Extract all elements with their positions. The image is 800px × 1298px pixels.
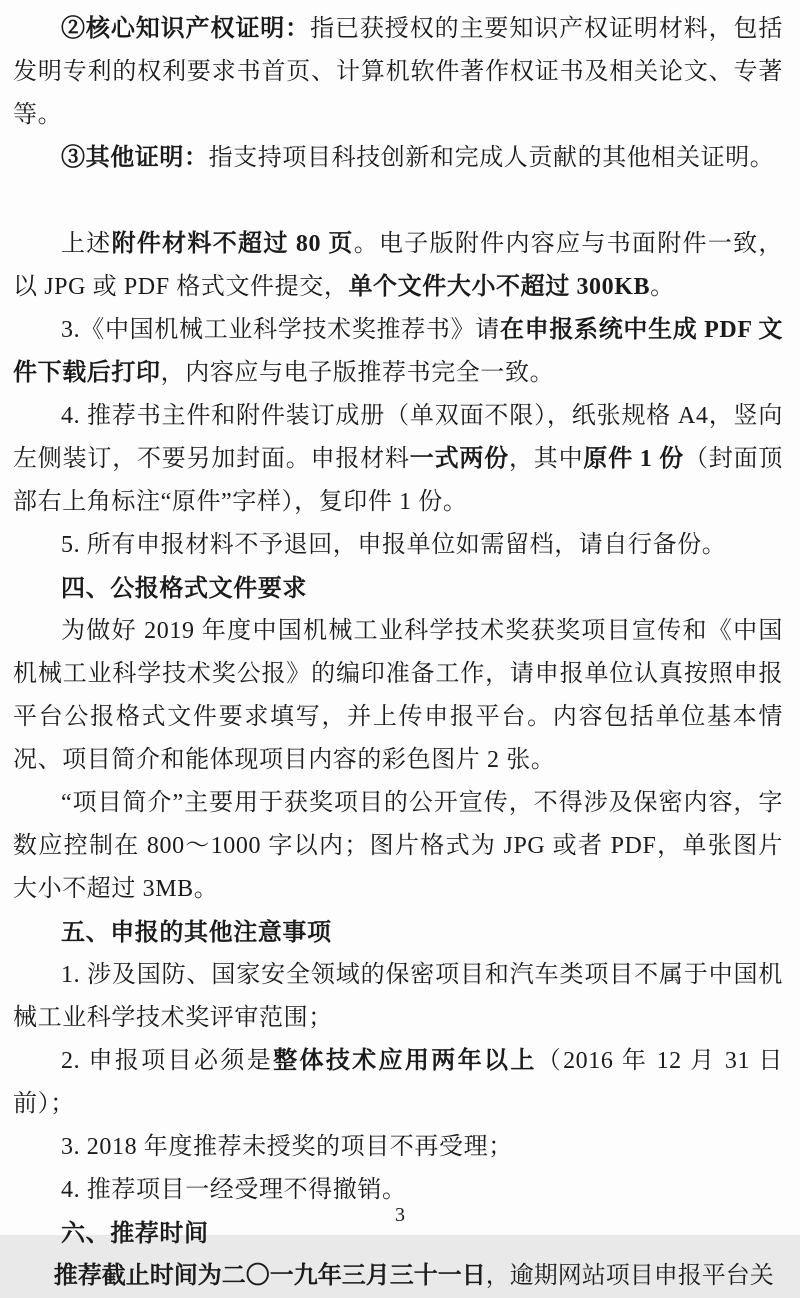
text-run: ，其中	[508, 446, 584, 472]
emphasized-text-run: 推荐截止时间为二〇一九年三月三十一日	[53, 1263, 486, 1289]
text-run: （2016 年 12 月 31 日前）；	[13, 1048, 784, 1117]
text-run: 为做好 2019 年度中国机械工业科学技术奖获奖项目宣传和《中国机械工业科学技术奖公报》的编印准备工作，请申报单位认真按照申报平台公报格式文件要求填写，并上传申报平台。内容包括单位基本情况、项目简介和能体现项目内容的彩色图片 2 张。	[13, 618, 783, 773]
para-project-intro	[13, 782, 783, 911]
text-run: 4. 推荐书主件和附件装订成册（单双面不限），纸张规格 A4，竖向左侧装订，不要另加封面。申报材料	[13, 403, 783, 472]
heading-section-4	[13, 567, 783, 610]
emphasized-text-run: ③其他证明：	[61, 145, 209, 171]
emphasized-text-run: 单个文件大小不超过 300KB	[348, 274, 651, 300]
text-run: （封面顶部右上角标注“原件”字样），复印件 1 份。	[13, 446, 783, 515]
text-run: 。电子版附件内容应与书面附件一致，以 JPG 或 PDF 格式文件提交，	[13, 231, 783, 300]
text-run: 指支持项目科技创新和完成人贡献的其他相关证明。	[208, 145, 775, 171]
para-bulletin-format	[13, 610, 783, 782]
text-run: 。	[650, 274, 675, 300]
text-run: “项目简介”主要用于获奖项目的公开宣传，不得涉及保密内容，字数应控制在 800～1000 字以内；图片格式为 JPG 或者 PDF，单张图片大小不超过 3MB。	[13, 790, 783, 902]
text-run: ，内容应与电子版推荐书完全一致。	[160, 360, 555, 386]
para-note-1-scope	[13, 954, 783, 1040]
para-item-3-recommendation-book	[13, 309, 783, 395]
emphasized-text-run: 五、申报的其他注意事项	[61, 919, 332, 946]
emphasized-text-run: 整体技术应用两年以上	[273, 1048, 537, 1074]
emphasized-text-run: 一式两份	[409, 446, 509, 472]
item-other-proof	[13, 137, 783, 180]
text-run: 指已获授权的主要知识产权证明材料，包括发明专利的权利要求书首页、计算机软件著作权证书及相关论文、专著等。	[13, 16, 784, 128]
text-run: 1. 涉及国防、国家安全领域的保密项目和汽车类项目不属于中国机械工业科学技术奖评审范围；	[13, 962, 783, 1031]
page-number: 3	[395, 1204, 405, 1226]
heading-section-5	[13, 911, 783, 954]
item-core-ip-proof	[13, 8, 783, 137]
text-run: 3. 2018 年度推荐未授奖的项目不再受理；	[61, 1134, 513, 1160]
para-note-2-two-years	[13, 1040, 783, 1126]
para-attachment-limit	[13, 223, 783, 309]
emphasized-text-run: 在申报系统中生成 PDF 文件下载后打印	[13, 317, 783, 386]
para-deadline	[13, 1255, 783, 1298]
text-run: 2. 申报项目必须是	[61, 1048, 274, 1074]
para-item-4-binding	[13, 395, 783, 524]
emphasized-text-run: ②核心知识产权证明：	[61, 16, 311, 42]
text-run: ，逾期网站项目申报平台关	[485, 1263, 774, 1289]
emphasized-text-run: 四、公报格式文件要求	[61, 575, 307, 602]
emphasized-text-run: 附件材料不超过 80 页	[111, 231, 354, 257]
para-item-5-no-return	[13, 524, 783, 567]
document-body	[13, 8, 783, 1298]
text-run: 4. 推荐项目一经受理不得撤销。	[61, 1177, 407, 1203]
text-run: 上述	[61, 231, 112, 257]
text-run: 3.《中国机械工业科学技术奖推荐书》请	[61, 317, 500, 343]
para-note-3-2018	[13, 1126, 783, 1169]
emphasized-text-run: 原件 1 份	[583, 446, 684, 472]
emphasized-text-run: 六、推荐时间	[61, 1220, 209, 1247]
text-run: 5. 所有申报材料不予退回，申报单位如需留档，请自行备份。	[61, 532, 727, 558]
